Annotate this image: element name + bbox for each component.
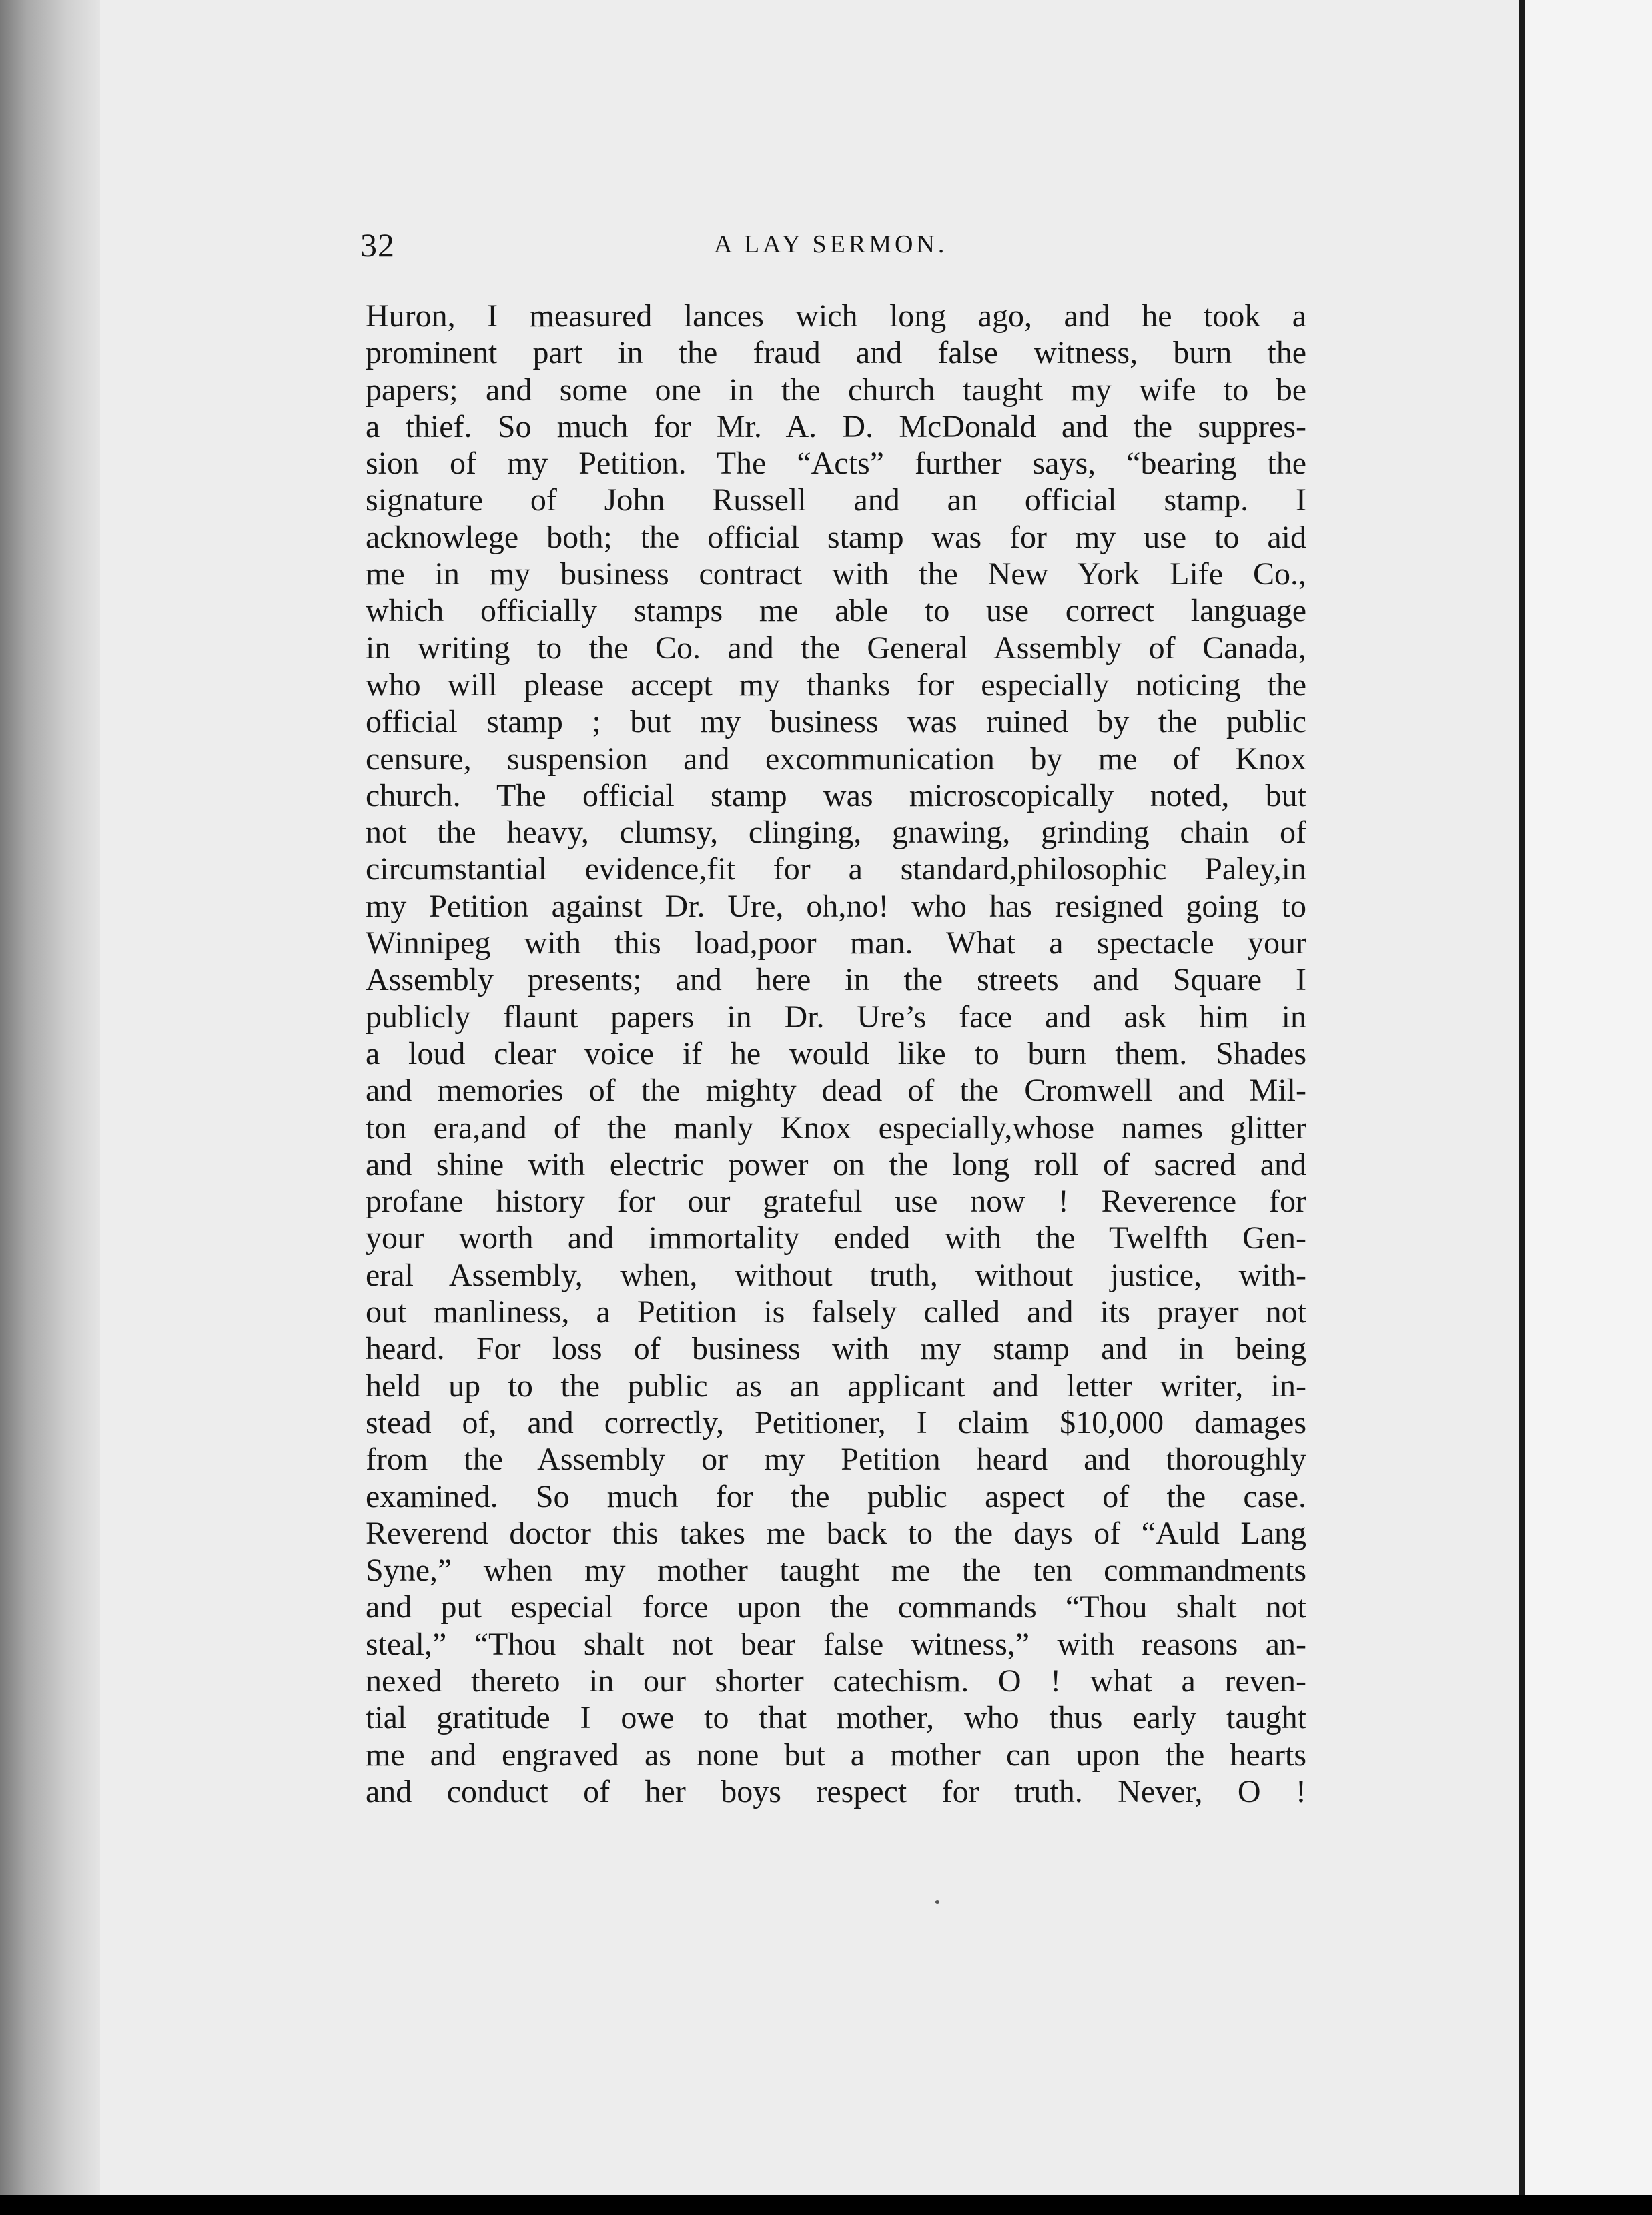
text-line: and memories of the mighty dead of the Cromwell and Mil-	[366, 1073, 1306, 1109]
text-line: me in my business contract with the New York Life Co.,	[366, 556, 1306, 592]
text-line: a thief. So much for Mr. A. D. McDonald and the suppres-	[366, 408, 1306, 444]
text-line: which officially stamps me able to use correct language	[366, 593, 1306, 629]
text-line: not the heavy, clumsy, clinging, gnawing, grinding chain of	[366, 815, 1306, 851]
text-line: who will please accept my thanks for especially noticing the	[366, 667, 1306, 703]
page-number: 32	[360, 226, 395, 264]
text-line: ton era,and of the manly Knox especially,whose names glitter	[366, 1110, 1306, 1146]
print-speck	[935, 1900, 939, 1904]
text-line: out manliness, a Petition is falsely called and its prayer not	[366, 1294, 1306, 1330]
text-line: held up to the public as an applicant and letter writer, in-	[366, 1368, 1306, 1404]
running-head	[360, 226, 1308, 272]
text-line: me and engraved as none but a mother can upon the hearts	[366, 1737, 1306, 1773]
text-line: heard. For loss of business with my stamp and in being	[366, 1331, 1306, 1367]
scan-bottom-border	[0, 2195, 1652, 2215]
text-line: and conduct of her boys respect for truth. Never, O !	[366, 1773, 1306, 1809]
text-line: tial gratitude I owe to that mother, who thus early taught	[366, 1700, 1306, 1736]
text-line: and shine with electric power on the long roll of sacred and	[366, 1146, 1306, 1182]
text-line: acknowlege both; the official stamp was for my use to aid	[366, 519, 1306, 555]
book-spine	[1519, 0, 1525, 2195]
text-line: Huron, I measured lances wich long ago, and he took a	[366, 298, 1306, 334]
text-line: Assembly presents; and here in the streets and Square I	[366, 962, 1306, 998]
text-line: church. The official stamp was microscopically noted, but	[366, 777, 1306, 813]
text-line: Reverend doctor this takes me back to the days of “Auld Lang	[366, 1515, 1306, 1551]
text-line: signature of John Russell and an official stamp. I	[366, 482, 1306, 518]
facing-page-edge	[1525, 0, 1652, 2195]
text-line: from the Assembly or my Petition heard and thoroughly	[366, 1442, 1306, 1478]
text-line: prominent part in the fraud and false witness, burn the	[366, 335, 1306, 371]
text-line: my Petition against Dr. Ure, oh,no! who has resigned going to	[366, 888, 1306, 924]
text-line: publicly flaunt papers in Dr. Ure’s face and ask him in	[366, 999, 1306, 1035]
text-line: Winnipeg with this load,poor man. What a spectacle your	[366, 925, 1306, 961]
body-text	[366, 298, 1306, 1810]
text-line: papers; and some one in the church taught my wife to be	[366, 372, 1306, 408]
text-line: censure, suspension and excommunication by me of Knox	[366, 741, 1306, 777]
text-line: circumstantial evidence,fit for a standard,philosophic Paley,in	[366, 851, 1306, 887]
text-line: examined. So much for the public aspect of the case.	[366, 1478, 1306, 1514]
text-line: stead of, and correctly, Petitioner, I claim $10,000 damages	[366, 1404, 1306, 1440]
text-line: your worth and immortality ended with the Twelfth Gen-	[366, 1220, 1306, 1256]
text-line: sion of my Petition. The “Acts” further says, “bearing the	[366, 446, 1306, 482]
text-line: Syne,” when my mother taught me the ten commandments	[366, 1553, 1306, 1589]
text-line: and put especial force upon the commands “Thou shalt not	[366, 1589, 1306, 1625]
text-line: in writing to the Co. and the General Assembly of Canada,	[366, 630, 1306, 666]
text-line: steal,” “Thou shalt not bear false witness,” with reasons an-	[366, 1626, 1306, 1662]
text-line: official stamp ; but my business was ruined by the public	[366, 704, 1306, 740]
running-title: A LAY SERMON.	[714, 230, 948, 258]
text-line: nexed thereto in our shorter catechism. O ! what a reven-	[366, 1663, 1306, 1699]
text-line: profane history for our grateful use now ! Reverence for	[366, 1184, 1306, 1220]
text-line: eral Assembly, when, without truth, without justice, with-	[366, 1257, 1306, 1293]
text-line: a loud clear voice if he would like to burn them. Shades	[366, 1035, 1306, 1071]
page-gutter-shadow	[0, 0, 100, 2195]
